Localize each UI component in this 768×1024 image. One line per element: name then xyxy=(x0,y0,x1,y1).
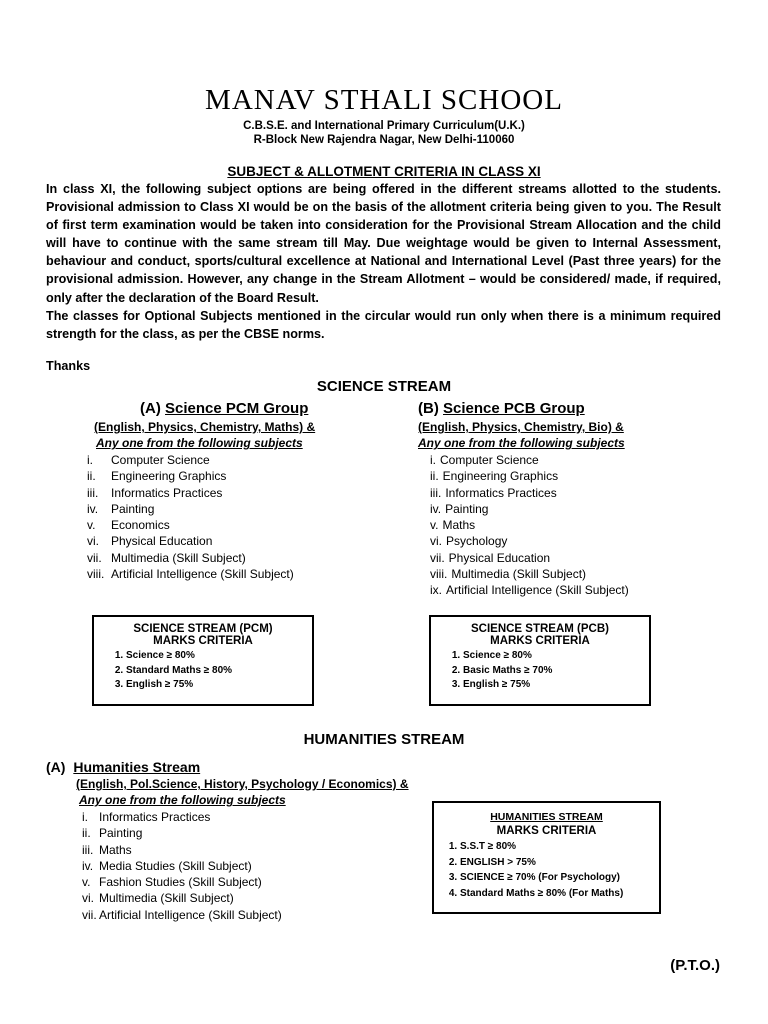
humanities-marks-criteria-box xyxy=(432,801,661,914)
thanks: Thanks xyxy=(46,359,91,373)
pcb-subject-list xyxy=(430,452,629,599)
list-item: v. Economics xyxy=(87,518,170,533)
list-item: vi. Multimedia (Skill Subject) xyxy=(82,891,234,906)
pcm-criteria-title: SCIENCE STREAM (PCM) xyxy=(133,623,273,635)
list-item: vii. Multimedia (Skill Subject) xyxy=(87,550,246,565)
list-item: 3. SCIENCE ≥ 70% (For Psychology) xyxy=(460,870,659,886)
list-item: 1. Science ≥ 80% xyxy=(463,649,649,664)
list-item: 1. S.S.T ≥ 80% xyxy=(460,839,659,855)
list-item: i. Informatics Practices xyxy=(82,810,211,824)
humanities-subject-list xyxy=(82,809,282,923)
list-item: ix. Artificial Intelligence (Skill Subject) xyxy=(430,583,629,598)
humanities-group-heading xyxy=(46,759,200,775)
list-item: vi. Physical Education xyxy=(87,534,213,549)
list-item: iii. Maths xyxy=(82,842,132,857)
pcb-any-one: Any one from the following subjects xyxy=(418,436,625,450)
list-item: v. Fashion Studies (Skill Subject) xyxy=(82,875,262,890)
humanities-any-one: Any one from the following subjects xyxy=(79,793,286,807)
humanities-criteria-list xyxy=(434,839,659,901)
pcm-group-name: Science PCM Group xyxy=(165,400,309,417)
list-item: viii. Multimedia (Skill Subject) xyxy=(430,567,587,582)
affiliation: C.B.S.E. and International Primary Curriculum(U.K.) xyxy=(243,120,525,132)
list-item: ii. Painting xyxy=(82,826,143,841)
list-item: v. Maths xyxy=(430,518,476,533)
pcb-marks-criteria-box xyxy=(429,615,651,706)
pcb-criteria-subtitle: MARKS CRITERIA xyxy=(490,635,590,647)
document-title: SUBJECT & ALLOTMENT CRITERIA IN CLASS XI xyxy=(227,164,541,179)
intro-paragraph xyxy=(46,180,721,343)
school-name: MANAV STHALI SCHOOL xyxy=(205,84,563,116)
optional-text: The classes for Optional Subjects mentioned in the circular would run only when there is a minimum required strength for the class, as per the CBSE norms. xyxy=(46,308,721,341)
list-item: vi. Psychology xyxy=(430,534,508,549)
list-item: i. Computer Science xyxy=(430,453,539,467)
list-item: 3. English ≥ 75% xyxy=(126,678,312,693)
please-turn-over: (P.T.O.) xyxy=(670,957,720,974)
list-item: 2. ENGLISH > 75% xyxy=(460,855,659,871)
address: R-Block New Rajendra Nagar, New Delhi-110060 xyxy=(253,134,515,146)
pcm-marks-criteria-box xyxy=(92,615,314,706)
list-item: iv. Painting xyxy=(87,501,155,516)
list-item: 3. English ≥ 75% xyxy=(463,678,649,693)
pcm-criteria-subtitle: MARKS CRITERIA xyxy=(153,635,253,647)
pcb-group-name: Science PCB Group xyxy=(443,400,585,417)
list-item: vii. Artificial Intelligence (Skill Subject) xyxy=(82,907,282,922)
list-item: i. Computer Science xyxy=(87,453,210,467)
pcm-group-heading xyxy=(140,400,308,417)
pcb-included: (English, Physics, Chemistry, Bio) & xyxy=(418,420,624,434)
list-item: vii. Physical Education xyxy=(430,550,551,565)
list-item: 2. Basic Maths ≥ 70% xyxy=(463,664,649,679)
pcm-included: (English, Physics, Chemistry, Maths) & xyxy=(94,420,316,434)
pcb-criteria-title: SCIENCE STREAM (PCB) xyxy=(470,623,609,635)
list-item: viii. Artificial Intelligence (Skill Subject) xyxy=(87,567,294,582)
list-item: ii. Engineering Graphics xyxy=(430,469,559,484)
science-stream-heading: SCIENCE STREAM xyxy=(316,378,452,395)
list-item: 1. Science ≥ 80% xyxy=(126,649,312,664)
humanities-group-name: Humanities Stream xyxy=(73,759,201,775)
pcm-subject-list xyxy=(87,452,294,582)
pcb-prefix: (B) xyxy=(418,400,439,417)
list-item: iv. Painting xyxy=(430,501,489,516)
pcb-criteria-list xyxy=(431,649,649,693)
list-item: iv. Media Studies (Skill Subject) xyxy=(82,858,252,873)
humanities-stream-heading: HUMANITIES STREAM xyxy=(303,731,465,748)
pcm-criteria-list xyxy=(94,649,312,693)
humanities-included: (English, Pol.Science, History, Psychology / Economics) & xyxy=(76,777,409,791)
list-item: iii. Informatics Practices xyxy=(430,485,557,500)
humanities-criteria-subtitle: MARKS CRITERIA xyxy=(496,825,597,837)
list-item: ii. Engineering Graphics xyxy=(87,469,227,484)
pcb-group-heading xyxy=(418,400,585,417)
list-item: iii. Informatics Practices xyxy=(87,485,223,500)
humanities-criteria-title: HUMANITIES STREAM xyxy=(490,811,603,823)
humanities-prefix: (A) xyxy=(46,759,66,775)
list-item: 2. Standard Maths ≥ 80% xyxy=(126,664,312,679)
list-item: 4. Standard Maths ≥ 80% (For Maths) xyxy=(460,886,659,902)
pcm-any-one: Any one from the following subjects xyxy=(96,436,303,450)
intro-text: In class XI, the following subject options are being offered in the different streams allotted to the students. Provisional admission to Class XI would be on the basis of the allotment criteria being given to you. The Result of first term examination would be taken into consideration for the Provisional Stream Allocation and the child will have to continue with the same stream till May. Due weightage would be given to Internal Assessment, behaviour and conduct, sports/cultural excellence at National and International Level (Past three years) for the provisional admission. However, any change in the Stream Allotment – would be considered/ made, if required, only after the declaration of the Board Result. xyxy=(46,182,721,305)
pcm-prefix: (A) xyxy=(140,400,161,417)
